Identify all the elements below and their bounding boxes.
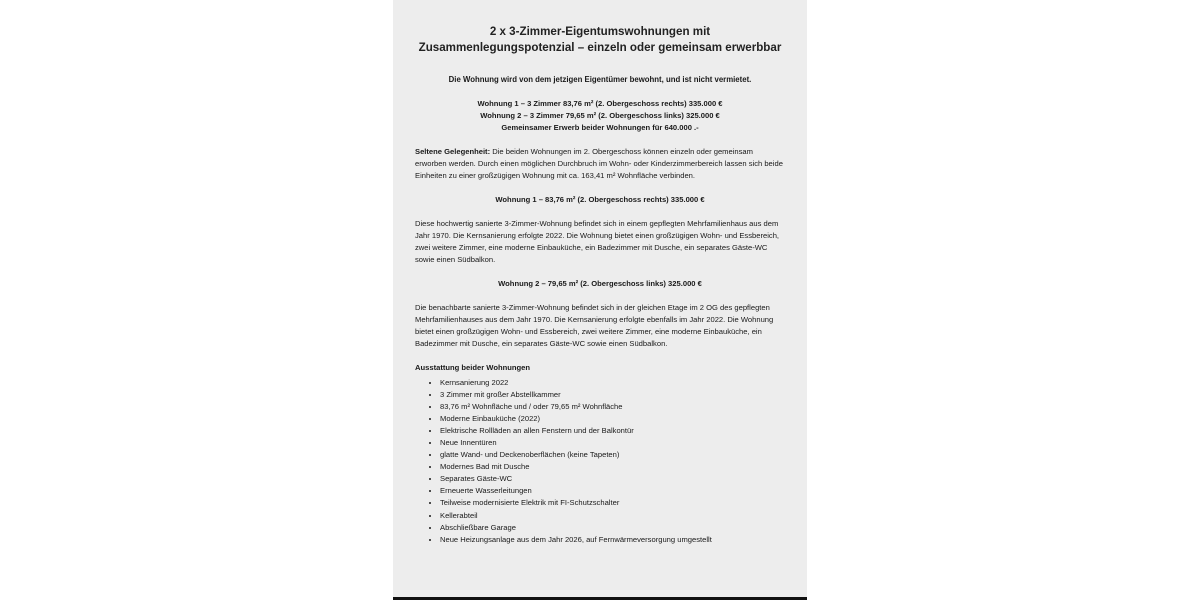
unit1-description: Diese hochwertig sanierte 3-Zimmer-Wohnung befindet sich in einem gepflegten Mehrfamilienhaus aus dem Jahr 1970. Die Kernsanierung erfolgte 2022. Die Wohnung bietet einen großzügigen Wohn- und Essbereich, zwei weitere Zimmer, eine moderne Einbauküche, ein Badezimmer mit Dusche, ein separates Gäste-WC sowie einen Südbalkon.: [415, 219, 780, 264]
features-list: [415, 377, 785, 546]
offer-line-unit1: Wohnung 1 – 3 Zimmer 83,76 m² (2. Obergeschoss rechts) 335.000 €: [477, 99, 723, 108]
opportunity-text: Die beiden Wohnungen im 2. Obergeschoss können einzeln oder gemeinsam erworben werden. Durch einen möglichen Durchbruch im Wohn- oder Kinderzimmerbereich lassen sich beide Einheiten zu einer großzügigen Wohnung mit ca. 163,41 m² Wohnfläche verbinden.: [415, 147, 783, 180]
feature-item: • Elektrische Rollläden an allen Fenstern und der Balkontür: [440, 425, 785, 437]
opportunity-paragraph: [415, 146, 785, 182]
feature-item: • Erneuerte Wasserleitungen: [440, 485, 785, 497]
feature-item: • 3 Zimmer mit großer Abstellkammer: [440, 389, 785, 401]
feature-item: • Separates Gäste-WC: [440, 473, 785, 485]
feature-item: • Moderne Einbauküche (2022): [440, 413, 785, 425]
feature-item: • Neue Heizungsanlage aus dem Jahr 2026, auf Fernwärmeversorgung umgestellt: [440, 534, 785, 546]
document-title: 2 x 3-Zimmer-Eigentumswohnungen mit Zusammenlegungspotenzial – einzeln oder gemeinsam erwerbbar: [418, 25, 782, 54]
feature-item: • 83,76 m² Wohnfläche und / oder 79,65 m² Wohnfläche: [440, 401, 785, 413]
feature-item: • Kellerabteil: [440, 510, 785, 522]
feature-item: • glatte Wand- und Deckenoberflächen (keine Tapeten): [440, 449, 785, 461]
offer-line-unit2: Wohnung 2 – 3 Zimmer 79,65 m² (2. Obergeschoss links) 325.000 €: [480, 111, 720, 120]
offer-summary: [415, 98, 785, 134]
features-title: Ausstattung beider Wohnungen: [415, 363, 531, 372]
feature-item: • Kernsanierung 2022: [440, 377, 785, 389]
document-page: [393, 0, 807, 598]
feature-item: • Abschließbare Garage: [440, 522, 785, 534]
feature-item: • Neue Innentüren: [440, 437, 785, 449]
unit2-description: Die benachbarte sanierte 3-Zimmer-Wohnung befindet sich in der gleichen Etage im 2 OG des gepflegten Mehrfamilienhauses aus dem Jahr 1970. Die Kernsanierung erfolgte ebenfalls im Jahr 2022. Die Wohnung bietet einen großzügigen Wohn- und Essbereich, zwei weitere Zimmer, eine moderne Einbauküche, ein Badezimmer mit Dusche, ein separates Gäste-WC sowie einen Südbalkon.: [415, 303, 774, 348]
feature-item: • Modernes Bad mit Dusche: [440, 461, 785, 473]
feature-item: • Teilweise modernisierte Elektrik mit FI-Schutzschalter: [440, 497, 785, 509]
occupancy-note: Die Wohnung wird von dem jetzigen Eigentümer bewohnt, und ist nicht vermietet.: [448, 75, 752, 84]
opportunity-label: Seltene Gelegenheit:: [415, 147, 491, 156]
offer-line-combined: Gemeinsamer Erwerb beider Wohnungen für 640.000 .-: [501, 123, 699, 132]
unit1-heading: Wohnung 1 – 83,76 m² (2. Obergeschoss rechts) 335.000 €: [495, 195, 705, 204]
unit2-heading: Wohnung 2 – 79,65 m² (2. Obergeschoss links) 325.000 €: [498, 279, 702, 288]
